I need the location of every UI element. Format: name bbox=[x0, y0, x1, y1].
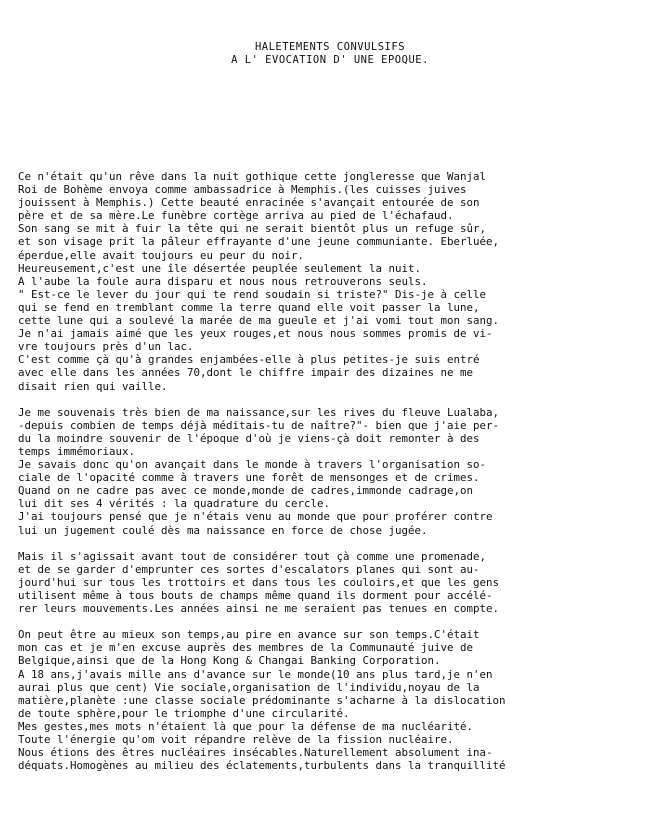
text-line: jourd'hui sur tous les trottoirs et dans tous les couloirs,et que les gens bbox=[18, 575, 500, 589]
text-line: A 18 ans,j'avais mille ans d'avance sur le monde(10 ans plus tard,je n'en bbox=[18, 667, 493, 681]
text-line: Mes gestes,mes mots n'étaient là que pour la défense de ma nucléarité. bbox=[18, 719, 474, 733]
text-line: jouissent à Memphis.) Cette beauté enracinée s'avançait entourée de son bbox=[18, 196, 480, 210]
text-line: cette lune qui a soulevé la marée de ma gueule et j'ai vomi tout mon sang. bbox=[18, 314, 500, 328]
text-line: " Est-ce le lever du jour qui te rend soudain si triste?" Dis-je à celle bbox=[18, 287, 487, 301]
paragraph bbox=[18, 550, 650, 615]
text-line: du la moindre souvenir de l'époque d'où je viens-çà doit remonter à des bbox=[18, 431, 480, 445]
text-line: Son sang se mit à fuir la tête qui ne serait bientôt plus un refuge sûr, bbox=[18, 222, 487, 236]
text-line: A l'aube la foule aura disparu et nous nous retrouverons seuls. bbox=[18, 274, 428, 288]
paragraph bbox=[18, 406, 650, 537]
title-line-1: HALETEMENTS CONVULSIFS bbox=[254, 41, 406, 53]
text-line: et son visage prit la pâleur effrayante d'une jeune communiante. Eberluée, bbox=[18, 235, 500, 249]
text-line: Mais il s'agissait avant tout de considérer tout çà comme une promenade, bbox=[18, 549, 487, 563]
text-line: matière,planète :une classe sociale prédominante s'acharne à la dislocation bbox=[18, 693, 506, 707]
text-line: utilisent même à tous bouts de champs même quand ils dorment pour accélé- bbox=[18, 589, 493, 602]
text-line: Ce n'était qu'un rêve dans la nuit gothique cette jongleresse que Wanjal bbox=[18, 170, 487, 183]
text-line: C'est comme çà qu'à grandes enjambées-elle à plus petites-je suis entré bbox=[18, 353, 480, 367]
text-line: rer leurs mouvements.Les années ainsi ne me seraient pas tenues en compte. bbox=[18, 602, 500, 616]
document-title bbox=[0, 41, 660, 67]
text-line: Heureusement,c'est une île désertée peuplée seulement la nuit. bbox=[18, 261, 422, 275]
text-line: lui un jugement coulé dès ma naissance en force de chose jugée. bbox=[18, 523, 428, 537]
title-line-2: A L' EVOCATION D' UNE EPOQUE. bbox=[231, 54, 429, 66]
text-line: de toute sphère,pour le triomphe d'une circularité. bbox=[18, 706, 350, 720]
text-line: vre toujours près d'un lac. bbox=[18, 340, 194, 354]
text-line: disait rien qui vaille. bbox=[18, 379, 168, 393]
text-line: aurai plus que cent) Vie sociale,organisation de l'individu,noyau de la bbox=[18, 680, 480, 694]
text-line: Belgique,ainsi que de la Hong Kong & Changai Banking Corporation. bbox=[18, 654, 441, 668]
text-line: -depuis combien de temps déjà méditais-tu de naître?"- bien que j'aie per- bbox=[18, 418, 500, 432]
paragraph bbox=[18, 628, 650, 772]
text-line: lui dit ses 4 vérités : la quadrature du cercle. bbox=[18, 497, 331, 511]
text-line: Je savais donc qu'on avançait dans le monde à travers l'organisation so- bbox=[18, 458, 487, 472]
paragraph bbox=[18, 170, 650, 393]
text-line: éperdue,elle avait toujours eu peur du noir. bbox=[18, 248, 305, 262]
text-line: Je me souvenais très bien de ma naissance,sur les rives du fleuve Lualaba, bbox=[18, 405, 500, 419]
text-line: J'ai toujours pensé que je n'étais venu au monde que pour proférer contre bbox=[18, 510, 493, 524]
text-line: On peut être au mieux son temps,au pire en avance sur son temps.C'était bbox=[18, 628, 480, 642]
text-line: et de se garder d'emprunter ces sortes d'escalators planes qui sont au- bbox=[18, 562, 480, 576]
text-line: mon cas et je m'en excuse auprès des membres de la Communauté juive de bbox=[18, 641, 474, 655]
text-line: Nous étions des êtres nucléaires insécables.Naturellement absolument ina- bbox=[18, 746, 493, 760]
text-line: Je n'ai jamais aimé que les yeux rouges,et nous nous sommes promis de vi- bbox=[18, 327, 493, 341]
text-line: temps immémoriaux. bbox=[18, 444, 136, 458]
document-body bbox=[18, 170, 650, 785]
text-line: déquats.Homogènes au milieu des éclatements,turbulents dans la tranquillité bbox=[18, 759, 506, 773]
text-line: Quand on ne cadre pas avec ce monde,monde de cadres,immonde cadrage,on bbox=[18, 484, 474, 498]
text-line: avec elle dans les années 70,dont le chiffre impair des dizaines ne me bbox=[18, 366, 474, 380]
text-line: Roi de Bohème envoya comme ambassadrice à Memphis.(les cuisses juives bbox=[18, 183, 467, 197]
text-line: Toute l'énergie qu'om voit répandre relève de la fission nucléaire. bbox=[18, 733, 454, 747]
text-line: qui se fend en tremblant comme la terre quand elle voit passer la lune, bbox=[18, 300, 480, 314]
text-line: ciale de l'opacité comme à travers une forêt de mensonges et de crimes. bbox=[18, 471, 480, 485]
text-line: père et de sa mère.Le funèbre cortège arriva au pied de l'échafaud. bbox=[18, 209, 454, 223]
